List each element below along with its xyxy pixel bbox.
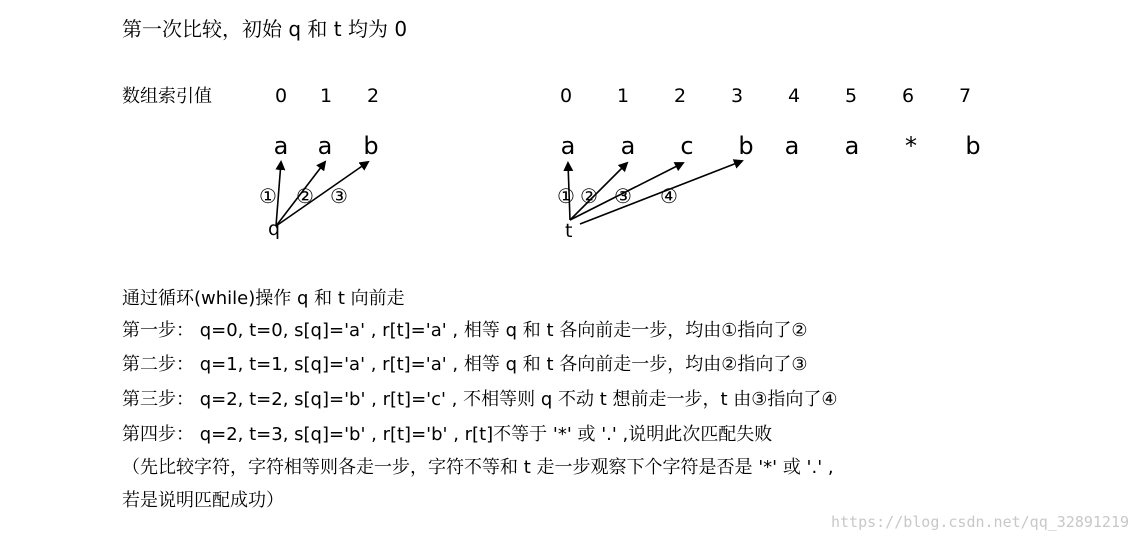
note-line-1: （先比较字符，字符相等则各走一步，字符不等和 t 走一步观察下个字符是否是 '*' 或 '.' , (122, 457, 834, 478)
r-index-6: 6 (901, 85, 915, 107)
r-char-2: c (680, 132, 694, 160)
step-2-text: 第二步： q=1, t=1, s[q]='a' , r[t]='a' , 相等 q 和 t 各向前走一步，均由②指向了③ (122, 354, 808, 375)
r-index-3: 3 (730, 85, 744, 107)
page-title: 第一次比较，初始 q 和 t 均为 0 (122, 17, 408, 41)
r-char-0: a (560, 132, 576, 160)
pointer-q: q (268, 218, 281, 240)
r-char-7: b (965, 132, 981, 160)
t-arrow-2 (570, 163, 627, 220)
r-char-4: a (784, 132, 800, 160)
r-circle-2: ② (580, 184, 598, 208)
r-circle-3: ③ (614, 184, 632, 208)
r-index-5: 5 (844, 85, 858, 107)
r-circle-1: ① (557, 184, 575, 208)
step-1-text: 第一步： q=0, t=0, s[q]='a' , r[t]='a' , 相等 q 和 t 各向前走一步，均由①指向了② (122, 320, 808, 341)
s-index-1: 1 (319, 85, 333, 107)
t-arrow-4 (580, 161, 742, 224)
q-arrow-3 (276, 162, 368, 226)
step-3-text: 第三步： q=2, t=2, s[q]='b' , r[t]='c' , 不相等则 q 不动 t 想前走一步，t 由③指向了④ (122, 389, 838, 410)
s-char-1: a (317, 132, 333, 160)
pointer-t: t (565, 220, 573, 242)
q-arrow-2 (276, 162, 325, 226)
r-circle-4: ④ (660, 184, 678, 208)
index-label: 数组索引值 (122, 86, 212, 107)
r-index-1: 1 (616, 85, 630, 107)
s-char-2: b (363, 132, 379, 160)
r-index-7: 7 (958, 85, 972, 107)
watermark: https://blog.csdn.net/qq_32891219 (830, 513, 1129, 531)
r-char-1: a (620, 132, 636, 160)
s-index-2: 2 (366, 85, 380, 107)
r-index-2: 2 (673, 85, 687, 107)
s-circle-2: ② (296, 184, 314, 208)
r-char-5: a (844, 132, 860, 160)
s-circle-3: ③ (330, 184, 348, 208)
note-line-2: 若是说明匹配成功） (122, 490, 284, 511)
r-char-3: b (738, 132, 754, 160)
s-circle-1: ① (259, 184, 277, 208)
s-index-0: 0 (274, 85, 288, 107)
r-index-0: 0 (559, 85, 573, 107)
s-char-0: a (273, 132, 289, 160)
t-arrow-3 (570, 163, 683, 220)
q-arrow-1 (276, 162, 281, 226)
r-char-6: * (905, 132, 917, 160)
explanation-intro: 通过循环(while)操作 q 和 t 向前走 (122, 288, 405, 309)
t-arrow-1 (568, 163, 570, 220)
r-index-4: 4 (787, 85, 801, 107)
step-4-text: 第四步： q=2, t=3, s[q]='b' , r[t]='b' , r[t]不等于 '*' 或 '.' ,说明此次匹配失败 (122, 424, 773, 445)
